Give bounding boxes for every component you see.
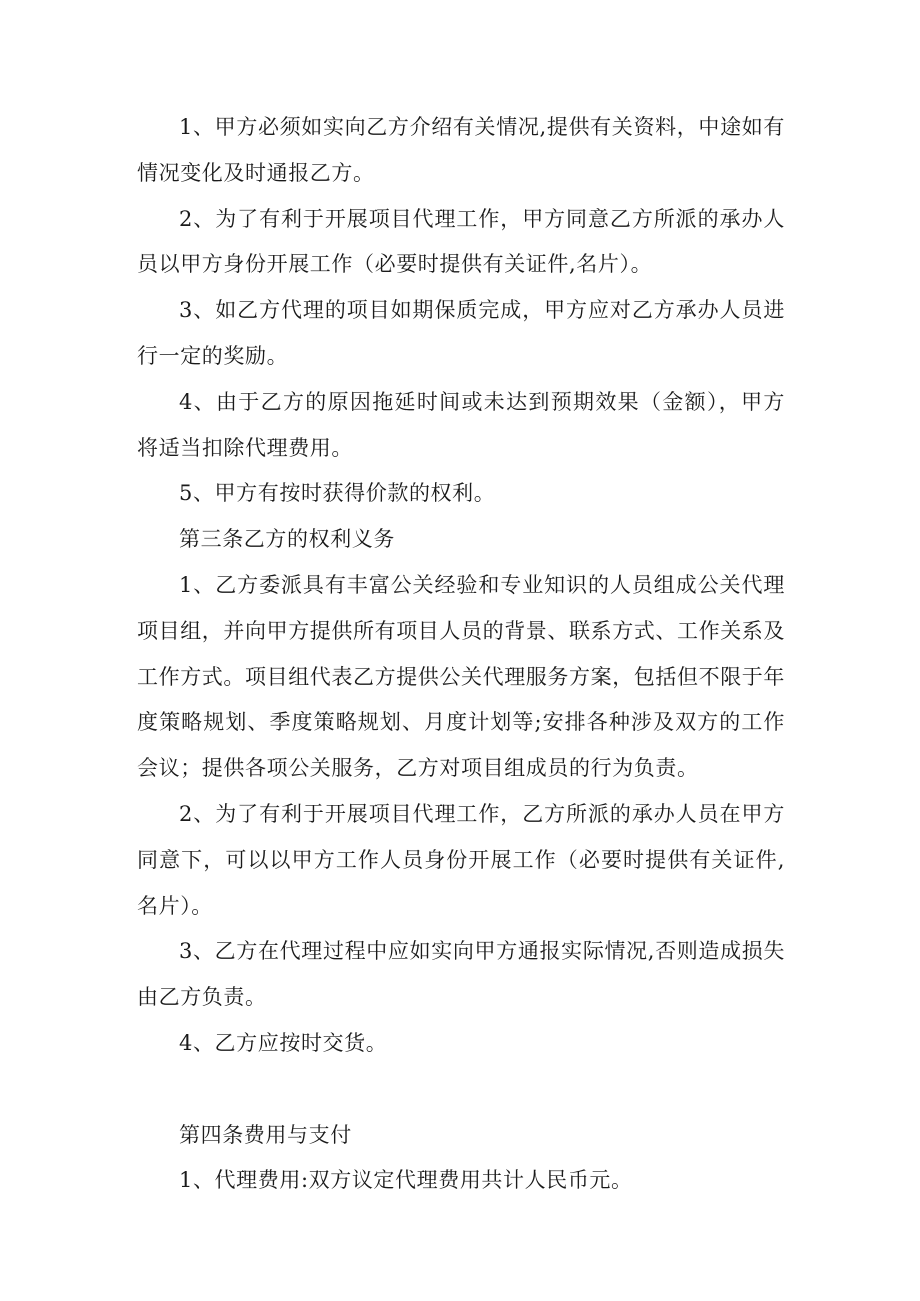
paragraph-party-b-duty-1: 1、乙方委派具有丰富公关经验和专业知识的人员组成公关代理项目组，并向甲方提供所有项目人员的背景、联系方式、工作关系及工作方式。项目组代表乙方提供公关代理服务方案，包括但不限于年度策略规划、季度策略规划、月度计划等;安排各种涉及双方的工作会议；提供各项公关服务，乙方对项目组成员的行为负责。 [137,572,785,781]
blank-line [137,1067,785,1113]
paragraph-party-a-duty-1: 1、甲方必须如实向乙方介绍有关情况,提供有关资料，中途如有情况变化及时通报乙方。 [137,115,785,185]
paragraph-party-a-duty-3: 3、如乙方代理的项目如期保质完成，甲方应对乙方承办人员进行一定的奖励。 [137,298,785,368]
document-body [137,105,785,1204]
paragraph-party-a-duty-4: 4、由于乙方的原因拖延时间或未达到预期效果（金额），甲方将适当扣除代理费用。 [137,389,785,460]
paragraph-fees-1: 1、代理费用:双方议定代理费用共计人民币元。 [179,1168,633,1193]
paragraph-party-b-duty-4: 4、乙方应按时交货。 [179,1030,388,1055]
paragraph-party-a-duty-5: 5、甲方有按时获得价款的权利。 [179,481,496,506]
section-heading-article-4: 第四条费用与支付 [179,1122,352,1147]
section-heading-article-3: 第三条乙方的权利义务 [179,527,395,552]
paragraph-party-b-duty-3: 3、乙方在代理过程中应如实向甲方通报实际情况,否则造成损失由乙方负责。 [137,939,785,1010]
paragraph-party-a-duty-2: 2、为了有利于开展项目代理工作，甲方同意乙方所派的承办人员以甲方身份开展工作（必要时提供有关证件,名片）。 [137,206,785,277]
paragraph-party-b-duty-2: 2、为了有利于开展项目代理工作，乙方所派的承办人员在甲方同意下，可以以甲方工作人员身份开展工作（必要时提供有关证件,名片）。 [137,801,785,918]
